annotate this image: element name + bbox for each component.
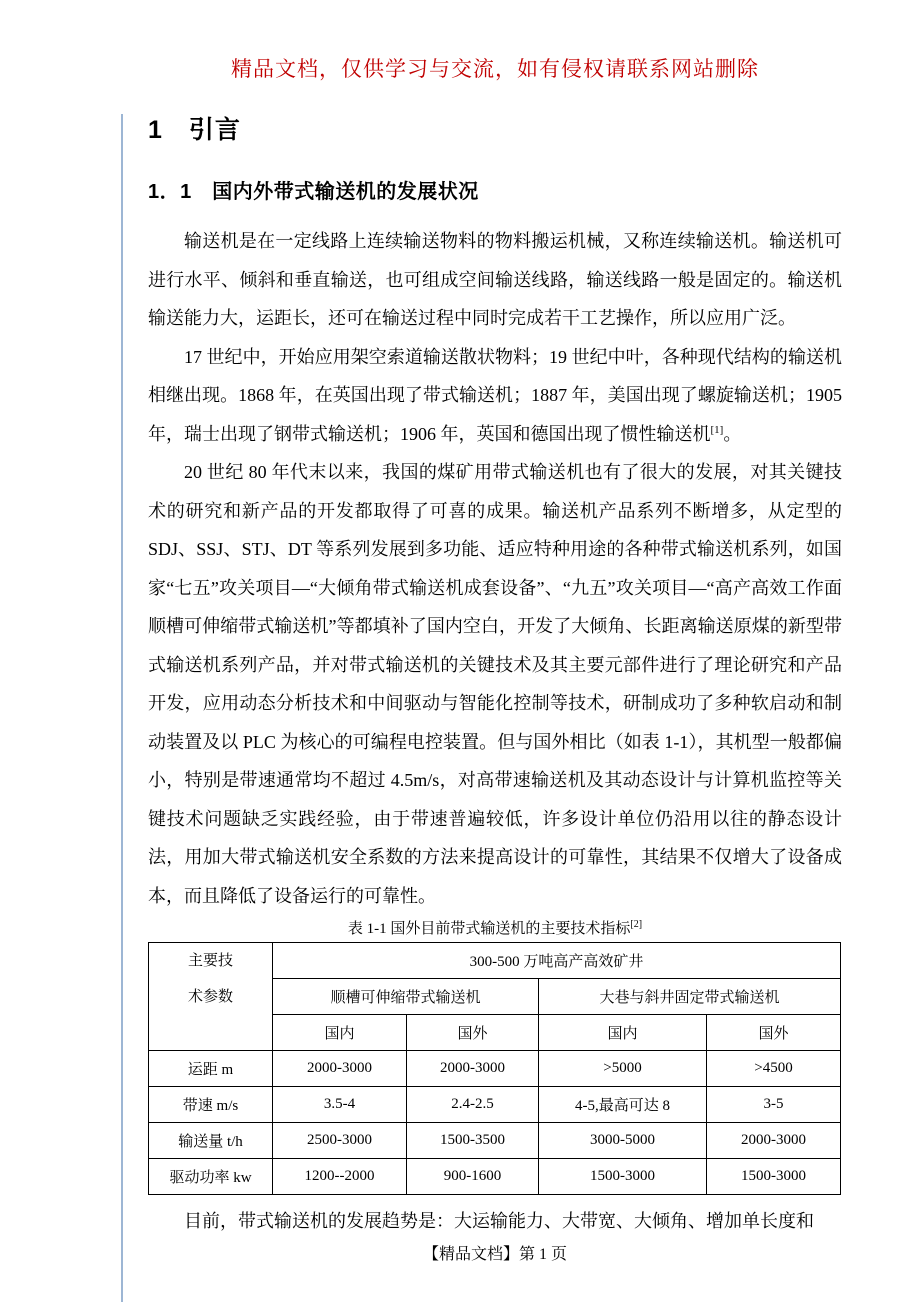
table-row-label: 运距 m bbox=[149, 1051, 273, 1087]
tech-specs-table bbox=[148, 942, 841, 1195]
section-heading: 1．1 国内外带式输送机的发展状况 bbox=[148, 181, 479, 203]
table-row bbox=[149, 1087, 841, 1123]
table-subheader-cell: 国外 bbox=[707, 1015, 841, 1051]
paragraph-3: 20 世纪 80 年代末以来，我国的煤矿用带式输送机也有了很大的发展，对其关键技术的研究和新产品的开发都取得了可喜的成果。输送机产品系列不断增多，从定型的 SDJ、SSJ、STJ、DT 等系列发展到多功能、适应特种用途的各种带式输送机系列，如国家“七五”攻关项目—“大倾角带式输送机成套设备”、“九五”攻关项目—“高产高效工作面顺槽可伸缩带式输送机”等都填补了国内空白，开发了大倾角、长距离输送原煤的新型带式输送机系列产品，并对带式输送机的关键技术及其主要元部件进行了理论研究和产品开发，应用动态分析技术和中间驱动与智能化控制等技术，研制成功了多种软启动和制动装置及以 PLC 为核心的可编程电控装置。但与国外相比（如表 1-1），其机型一般都偏小，特别是带速通常均不超过 4.5m/s，对高带速输送机及其动态设计与计算机监控等关键技术问题缺乏实践经验，由于带速普遍较低，许多设计单位仍沿用以往的静态设计法，用加大带式输送机安全系数的方法来提高设计的可靠性，其结果不仅增大了设备成本，而且降低了设备运行的可靠性。 bbox=[148, 462, 842, 906]
table-caption-text: 表 1-1 国外目前带式输送机的主要技术指标 bbox=[347, 921, 631, 937]
copyright-notice: 精品文档，仅供学习与交流，如有侵权请联系网站删除 bbox=[231, 57, 759, 81]
table-cell: 2000-3000 bbox=[707, 1123, 841, 1159]
paragraph-4: 目前，带式输送机的发展趋势是：大运输能力、大带宽、大倾角、增加单长度和 bbox=[184, 1211, 814, 1231]
paragraph-2-period: 。 bbox=[723, 423, 742, 444]
footnote-ref-2: [2] bbox=[630, 919, 643, 930]
table-cell: 2500-3000 bbox=[273, 1123, 407, 1159]
chapter-heading: 1 引言 bbox=[148, 116, 241, 144]
left-margin-line bbox=[121, 114, 123, 1302]
document-body bbox=[148, 222, 842, 915]
table-cell: 4-5,最高可达 8 bbox=[539, 1087, 707, 1123]
table-param-header-cell bbox=[149, 943, 273, 1051]
table-row-label: 带速 m/s bbox=[149, 1087, 273, 1123]
table-cell: 1200--2000 bbox=[273, 1159, 407, 1195]
page-footer: 【精品文档】第 1 页 bbox=[422, 1246, 567, 1263]
table-cell: 1500-3500 bbox=[407, 1123, 539, 1159]
table-row-label: 驱动功率 kw bbox=[149, 1159, 273, 1195]
table-group-header-cell: 大巷与斜井固定带式输送机 bbox=[539, 979, 841, 1015]
table-group-header-cell: 顺槽可伸缩带式输送机 bbox=[273, 979, 539, 1015]
table-cell: 1500-3000 bbox=[707, 1159, 841, 1195]
table-subheader-cell: 国内 bbox=[273, 1015, 407, 1051]
table-row bbox=[149, 1051, 841, 1087]
table-subheader-cell: 国外 bbox=[407, 1015, 539, 1051]
param-header-line-1: 主要技 bbox=[187, 953, 233, 969]
table-row-label: 输送量 t/h bbox=[149, 1123, 273, 1159]
table-row bbox=[149, 1123, 841, 1159]
table-cell: 3000-5000 bbox=[539, 1123, 707, 1159]
table-cell: 3-5 bbox=[707, 1087, 841, 1123]
table-cell: 1500-3000 bbox=[539, 1159, 707, 1195]
table-subheader-cell: 国内 bbox=[539, 1015, 707, 1051]
table-cell: 2000-3000 bbox=[273, 1051, 407, 1087]
footnote-ref-1: [1] bbox=[710, 423, 724, 436]
table-cell: 900-1600 bbox=[407, 1159, 539, 1195]
paragraph-1: 输送机是在一定线路上连续输送物料的物料搬运机械，又称连续输送机。输送机可进行水平、倾斜和垂直输送，也可组成空间输送线路，输送线路一般是固定的。输送机输送能力大，运距长，还可在输送过程中同时完成若干工艺操作，所以应用广泛。 bbox=[148, 231, 842, 328]
table-row bbox=[149, 1159, 841, 1195]
paragraph-2 bbox=[148, 338, 842, 454]
table-cell: 2000-3000 bbox=[407, 1051, 539, 1087]
table-cell: 2.4-2.5 bbox=[407, 1087, 539, 1123]
table-cell: >5000 bbox=[539, 1051, 707, 1087]
table-cell: >4500 bbox=[707, 1051, 841, 1087]
paragraph-2-text: 17 世纪中，开始应用架空索道输送散状物料；19 世纪中叶，各种现代结构的输送机相继出现。1868 年，在英国出现了带式输送机；1887 年，美国出现了螺旋输送机；1905 年，瑞士出现了钢带式输送机；1906 年，英国和德国出现了惯性输送机 bbox=[148, 346, 842, 444]
table-cell: 3.5-4 bbox=[273, 1087, 407, 1123]
table-header-row-1 bbox=[149, 943, 841, 979]
param-header-line-2: 术参数 bbox=[187, 989, 233, 1005]
table-top-header-cell: 300-500 万吨高产高效矿井 bbox=[273, 943, 841, 979]
table-caption bbox=[148, 917, 842, 941]
